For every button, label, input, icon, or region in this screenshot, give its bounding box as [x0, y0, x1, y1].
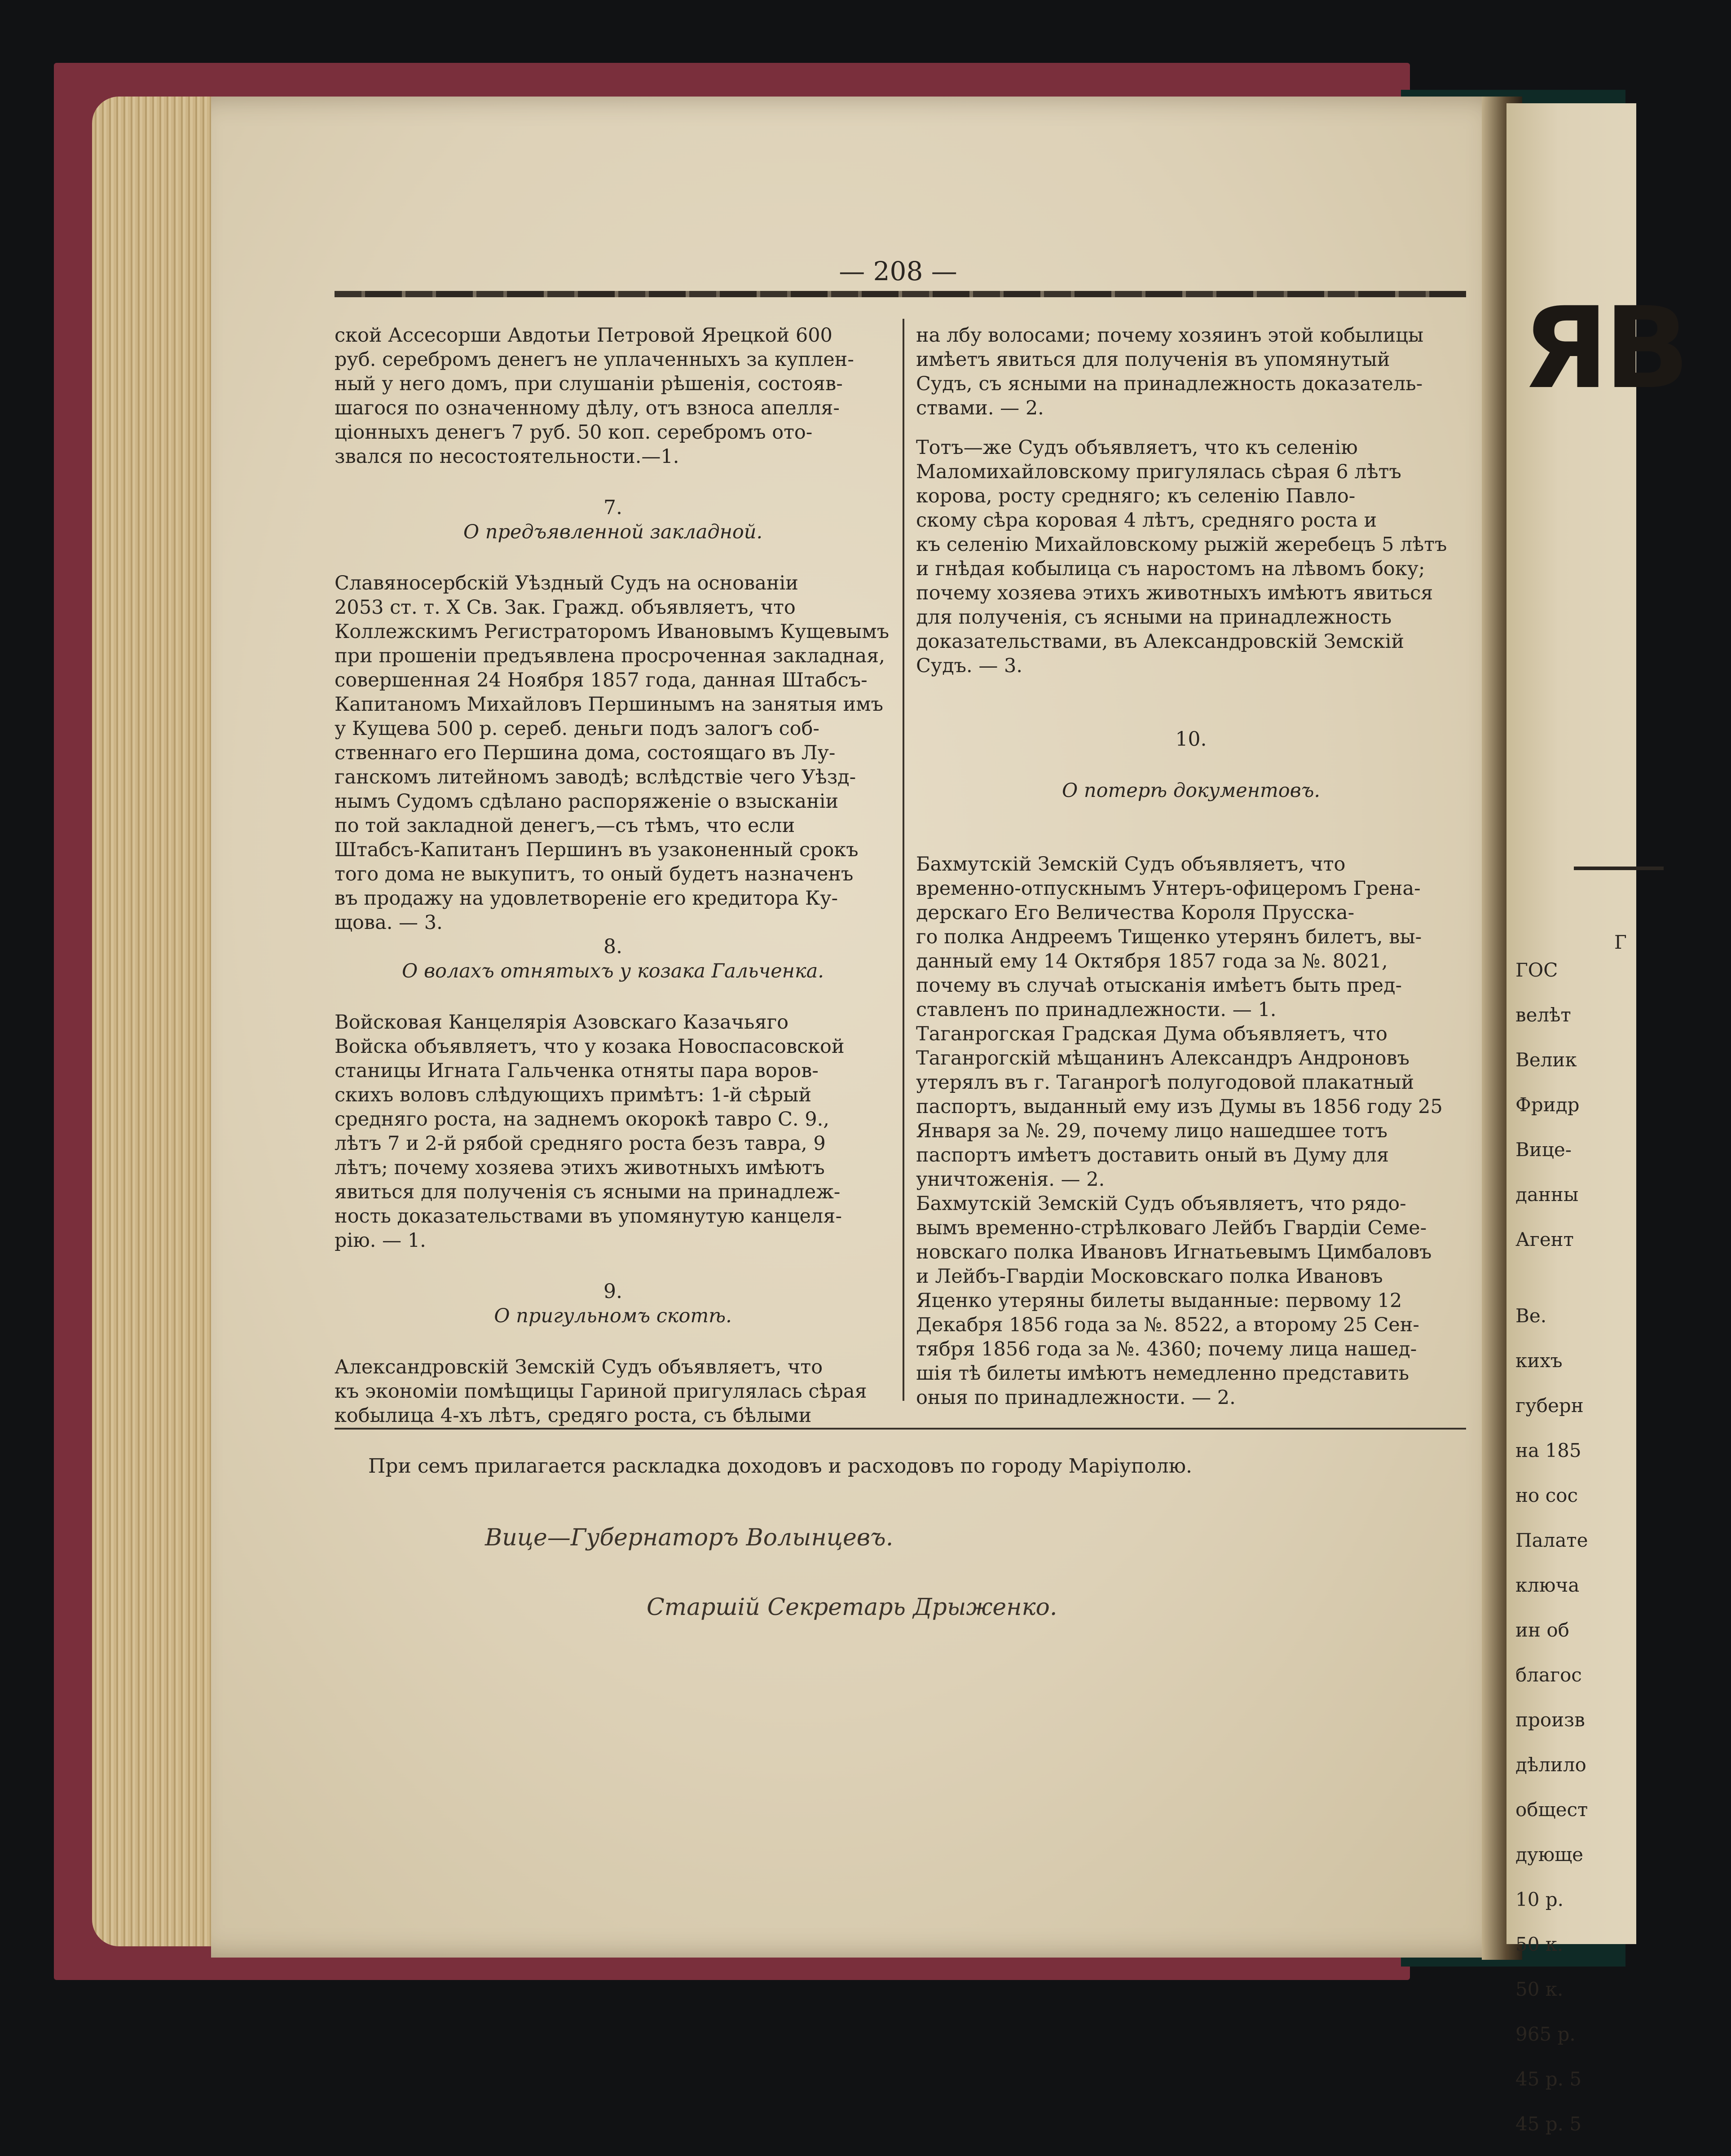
page-number: — 208 —	[839, 256, 957, 286]
section-9-body	[335, 1355, 891, 1428]
section-10-number: 10.	[1175, 728, 1207, 751]
next-page-line: дующе	[1515, 1844, 1584, 1866]
next-page-line: ключа	[1515, 1574, 1580, 1596]
next-page-line: дѣлило	[1515, 1754, 1586, 1776]
text-line: къ экономіи помѣщицы Гариной пригулялась сѣрая	[335, 1380, 867, 1403]
text-line: корова, росту средняго; къ селенію Павло-	[916, 485, 1356, 507]
text-line: нымъ Судомъ сдѣлано распоряженіе о взысканіи	[335, 790, 839, 813]
section-10-notice-b	[916, 1022, 1466, 1192]
text-line: почему въ случаѣ отысканія имѣетъ быть пред-	[916, 974, 1402, 997]
text-line: дерскаго Его Величества Короля Прусска-	[916, 902, 1355, 924]
text-line: скому сѣра коровая 4 лѣтъ, средняго роста и	[916, 509, 1377, 532]
text-line: вымъ временно-стрѣлковаго Лейбъ Гвардіи Семе-	[916, 1217, 1427, 1239]
text-line: ской Ассесорши Авдотьи Петровой Ярецкой 600	[335, 324, 832, 347]
text-line: Штабсъ-Капитанъ Першинъ въ узаконенный срокъ	[335, 839, 859, 861]
bottom-rule	[335, 1428, 1466, 1430]
text-line: паспортъ имѣетъ доставить оный въ Думу для	[916, 1144, 1389, 1166]
next-page-line: ин об	[1515, 1619, 1569, 1641]
next-page-line: данны	[1515, 1184, 1579, 1206]
text-line: ствами. — 2.	[916, 397, 1044, 419]
next-page-line: но сос	[1515, 1484, 1578, 1506]
section-8-title: О волахъ отнятыхъ у козака Гальченка.	[402, 960, 824, 982]
next-page-line: Велик	[1515, 1049, 1577, 1071]
text-line: ственнаго его Першина дома, состоящаго въ Лу-	[335, 742, 836, 764]
second-notice	[916, 436, 1466, 678]
text-line: Бахмутскій Земскій Судъ объявляетъ, что	[916, 853, 1346, 876]
text-line: того дома не выкупитъ, то оный будетъ назначенъ	[335, 863, 854, 885]
text-line: почему хозяева этихъ животныхъ имѣютъ явиться	[916, 582, 1433, 604]
text-line: совершенная 24 Ноября 1857 года, данная Штабсъ-	[335, 669, 868, 691]
section-10-notice-a	[916, 852, 1466, 1022]
text-line: Александровскій Земскій Судъ объявляетъ, что	[335, 1356, 823, 1378]
text-line: оныя по принадлежности. — 2.	[916, 1386, 1236, 1409]
next-page-line: 965 р.	[1515, 2023, 1576, 2045]
text-line: къ селенію Михайловскому рыжій жеребецъ 5 лѣтъ	[916, 533, 1447, 556]
column-divider	[903, 319, 904, 1401]
text-line: средняго роста, на заднемъ окорокѣ тавро С. 9.,	[335, 1108, 829, 1131]
text-line: лѣтъ; почему хозяева этихъ животныхъ имѣютъ	[335, 1157, 825, 1179]
next-page-rule	[1574, 867, 1664, 870]
text-line: кобылица 4-хъ лѣтъ, средяго роста, съ бѣлыми	[335, 1404, 812, 1427]
text-line: при прошеніи предъявлена просроченная закладная,	[335, 645, 885, 667]
text-line: го полка Андреемъ Тищенко утерянъ билетъ, вы-	[916, 926, 1422, 948]
section-9-continuation	[916, 323, 1466, 420]
left-column	[335, 323, 891, 1428]
text-line: утерялъ въ г. Таганрогѣ полугодовой плакатный	[916, 1071, 1414, 1094]
next-page-line: Палате	[1515, 1529, 1588, 1551]
next-page-lines-b	[1515, 1284, 1632, 2156]
text-line: для полученія, съ ясными на принадлежность	[916, 606, 1392, 629]
text-line: ставленъ по принадлежности. — 1.	[916, 999, 1277, 1021]
text-line: и Лейбъ-Гвардіи Московскаго полка Ивановъ	[916, 1265, 1383, 1288]
text-line: Капитаномъ Михайловъ Першинымъ на занятыя имъ	[335, 693, 883, 716]
next-page-fragment	[1506, 103, 1686, 2135]
section-10-title: О потерѣ документовъ.	[1062, 779, 1321, 802]
next-page-side-letter: Г	[1614, 931, 1627, 953]
next-page-line: 10 р.	[1515, 1888, 1564, 1910]
text-line: явиться для полученія съ ясными на принадлеж-	[335, 1181, 841, 1203]
text-line: Судъ. — 3.	[916, 655, 1023, 677]
text-line: руб. серебромъ денегъ не уплаченныхъ за куплен-	[335, 348, 854, 371]
next-page-line: Агент	[1515, 1228, 1574, 1250]
text-line: Коллежскимъ Регистраторомъ Ивановымъ Кущевымъ	[335, 620, 890, 643]
text-line: уничтоженія. — 2.	[916, 1168, 1105, 1191]
next-page-line: 45 р. 5	[1515, 2113, 1582, 2135]
text-line: 2053 ст. т. X Св. Зак. Гражд. объявляетъ, что	[335, 596, 796, 619]
enclosure-note: При семъ прилагается раскладка доходовъ и расходовъ по городу Маріуполю.	[368, 1455, 1192, 1478]
text-line: Бахмутскій Земскій Судъ объявляетъ, что рядо-	[916, 1192, 1406, 1215]
text-line: по той закладной денегъ,—съ тѣмъ, что если	[335, 814, 795, 837]
text-line: Войска объявляетъ, что у козака Новоспасовской	[335, 1035, 845, 1058]
text-line: Января за №. 29, почему лицо нашедшее тотъ	[916, 1120, 1387, 1142]
section-9-title: О пригульномъ скотѣ.	[494, 1305, 732, 1327]
text-line: станицы Игната Гальченка отняты пара воров-	[335, 1060, 819, 1082]
vice-governor-signature: Вице—Губернаторъ Волынцевъ.	[485, 1524, 894, 1551]
section-7-number: 7.	[603, 496, 622, 519]
text-line: Таганрогскій мѣщанинъ Александръ Андроновъ	[916, 1047, 1409, 1069]
next-page-line: 50 к.	[1515, 1978, 1564, 2000]
next-page-line: на 185	[1515, 1439, 1581, 1461]
text-line: Маломихайловскому пригулялась сѣрая 6 лѣтъ	[916, 461, 1401, 483]
text-line: Войсковая Канцелярія Азовскаго Казачьяго	[335, 1011, 789, 1034]
notice-continuation	[335, 323, 891, 469]
secretary-signature: Старшій Секретарь Дрыженко.	[647, 1594, 1057, 1621]
section-10-notice-c	[916, 1192, 1466, 1410]
text-line: у Кущева 500 р. сереб. деньги подъ залогъ соб-	[335, 717, 819, 740]
text-line: ность доказательствами въ упомянутую канцеля-	[335, 1205, 842, 1228]
section-7-title: О предъявленной закладной.	[463, 521, 763, 543]
text-line: паспортъ, выданный ему изъ Думы въ 1856 году 25	[916, 1096, 1443, 1118]
page-edges	[92, 97, 227, 1946]
section-7-body	[335, 571, 891, 935]
next-page-line: кихъ	[1515, 1350, 1563, 1372]
text-line: лѣтъ 7 и 2-й рябой средняго роста безъ тавра, 9	[335, 1132, 826, 1155]
top-rule	[335, 291, 1466, 297]
text-line: Декабря 1856 года за №. 8522, а второму 25 Сен-	[916, 1314, 1419, 1336]
next-page-line: Вице-	[1515, 1139, 1572, 1161]
section-8-number: 8.	[603, 935, 622, 958]
text-line: въ продажу на удовлетвореніе его кредитора Ку-	[335, 887, 838, 910]
next-page-title: ЯВ	[1522, 283, 1686, 414]
text-line: на лбу волосами; почему хозяинъ этой кобылицы	[916, 324, 1424, 347]
next-page-line: Фридр	[1515, 1094, 1580, 1116]
text-line: Славяносербскій Уѣздный Судъ на основаніи	[335, 572, 798, 594]
right-column	[916, 323, 1466, 1410]
text-line: имѣетъ явиться для полученія въ упомянутый	[916, 348, 1390, 371]
next-page-line: 45 р. 5	[1515, 2068, 1582, 2090]
text-line: и гнѣдая кобылица съ наростомъ на лѣвомъ боку;	[916, 558, 1425, 580]
next-page-lines-a	[1515, 938, 1632, 1272]
text-line: Яценко утеряны билеты выданные: первому 12	[916, 1289, 1402, 1312]
text-line: Таганрогская Градская Дума объявляетъ, что	[916, 1023, 1387, 1045]
text-line: временно-отпускнымъ Унтеръ-офицеромъ Грена-	[916, 877, 1421, 900]
next-page-line: 50 к.	[1515, 1933, 1564, 1955]
text-line: шія тѣ билеты имѣютъ немедленно представить	[916, 1362, 1409, 1385]
text-line: щова. — 3.	[335, 911, 443, 934]
text-line: звался по несостоятельности.—1.	[335, 445, 679, 468]
text-line: ганскомъ литейномъ заводѣ; вслѣдствіе чего Уѣзд-	[335, 766, 856, 788]
text-line: ціонныхъ денегъ 7 руб. 50 коп. серебромъ ото-	[335, 421, 813, 444]
next-page-line: ГОС	[1515, 959, 1558, 981]
text-line: Тотъ—же Судъ объявляетъ, что къ селенію	[916, 436, 1358, 459]
section-9-number: 9.	[603, 1280, 622, 1303]
next-page-line: велѣт	[1515, 1004, 1571, 1026]
text-line: новскаго полка Ивановъ Игнатьевымъ Цимбаловъ	[916, 1241, 1432, 1263]
section-8-body	[335, 1010, 891, 1253]
next-page-line: губерн	[1515, 1395, 1584, 1417]
text-line: тября 1856 года за №. 4360; почему лица нашед-	[916, 1338, 1417, 1360]
text-line: доказательствами, въ Александровскій Земскій	[916, 630, 1405, 653]
next-page-line: произв	[1515, 1709, 1585, 1731]
next-page-line: общест	[1515, 1799, 1588, 1821]
text-line: Судъ, съ ясными на принадлежность доказатель-	[916, 373, 1423, 395]
next-page-line: Ве.	[1515, 1305, 1547, 1327]
text-line: скихъ воловъ слѣдующихъ примѣтъ: 1-й сѣрый	[335, 1084, 812, 1106]
next-page-line: благос	[1515, 1664, 1582, 1686]
text-line: шагося по означенному дѣлу, отъ взноса апелля-	[335, 397, 840, 419]
text-line: рію. — 1.	[335, 1229, 426, 1252]
text-line: ный у него домъ, при слушаніи рѣшенія, состояв-	[335, 373, 843, 395]
text-line: данный ему 14 Октября 1857 года за №. 8021,	[916, 950, 1388, 972]
